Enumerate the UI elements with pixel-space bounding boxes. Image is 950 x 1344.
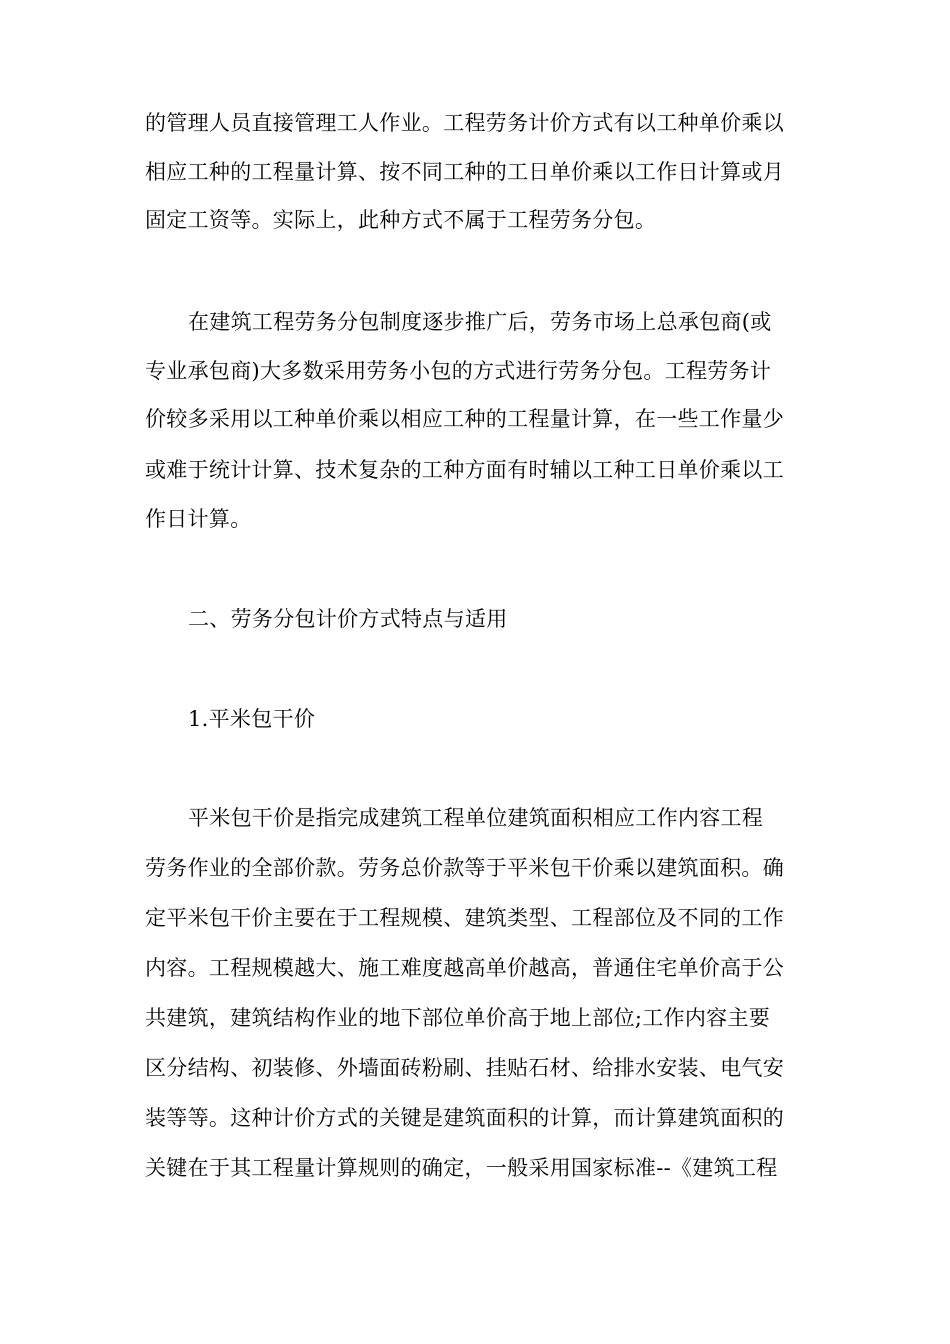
text-line: 的管理人员直接管理工人作业。工程劳务计价方式有以工种单价乘以 bbox=[145, 111, 784, 135]
section-heading: 二、劳务分包计价方式特点与适用 bbox=[188, 607, 508, 631]
text-line: 固定工资等。实际上，此种方式不属于工程劳务分包。 bbox=[145, 208, 657, 232]
text-line: 关键在于其工程量计算规则的确定，一般采用国家标准--《建筑工程 bbox=[145, 1156, 778, 1180]
subsection-heading: 1.平米包干价 bbox=[188, 707, 316, 731]
paragraph-first-line: 平米包干价是指完成建筑工程单位建筑面积相应工作内容工程 bbox=[188, 806, 764, 830]
text-line: 价较多采用以工种单价乘以相应工种的工程量计算，在一些工作量少 bbox=[145, 407, 784, 431]
text-line: 装等等。这种计价方式的关键是建筑面积的计算，而计算建筑面积的 bbox=[145, 1106, 784, 1130]
text-line: 区分结构、初装修、外墙面砖粉刷、挂贴石材、给排水安装、电气安 bbox=[145, 1056, 784, 1080]
text-line: 专业承包商)大多数采用劳务小包的方式进行劳务分包。工程劳务计 bbox=[145, 359, 772, 383]
text-line: 劳务作业的全部价款。劳务总价款等于平米包干价乘以建筑面积。确 bbox=[145, 856, 784, 880]
text-line: 或难于统计计算、技术复杂的工种方面有时辅以工种工日单价乘以工 bbox=[145, 458, 784, 482]
text-line: 作日计算。 bbox=[145, 507, 252, 531]
text-line: 内容。工程规模越大、施工难度越高单价越高，普通住宅单价高于公 bbox=[145, 956, 784, 980]
text-line: 定平米包干价主要在于工程规模、建筑类型、工程部位及不同的工作 bbox=[145, 906, 784, 930]
text-line: 共建筑，建筑结构作业的地下部位单价高于地上部位;工作内容主要 bbox=[145, 1006, 771, 1030]
paragraph-first-line: 在建筑工程劳务分包制度逐步推广后，劳务市场上总承包商(或 bbox=[188, 310, 772, 334]
text-line: 相应工种的工程量计算、按不同工种的工日单价乘以工作日计算或月 bbox=[145, 160, 784, 184]
